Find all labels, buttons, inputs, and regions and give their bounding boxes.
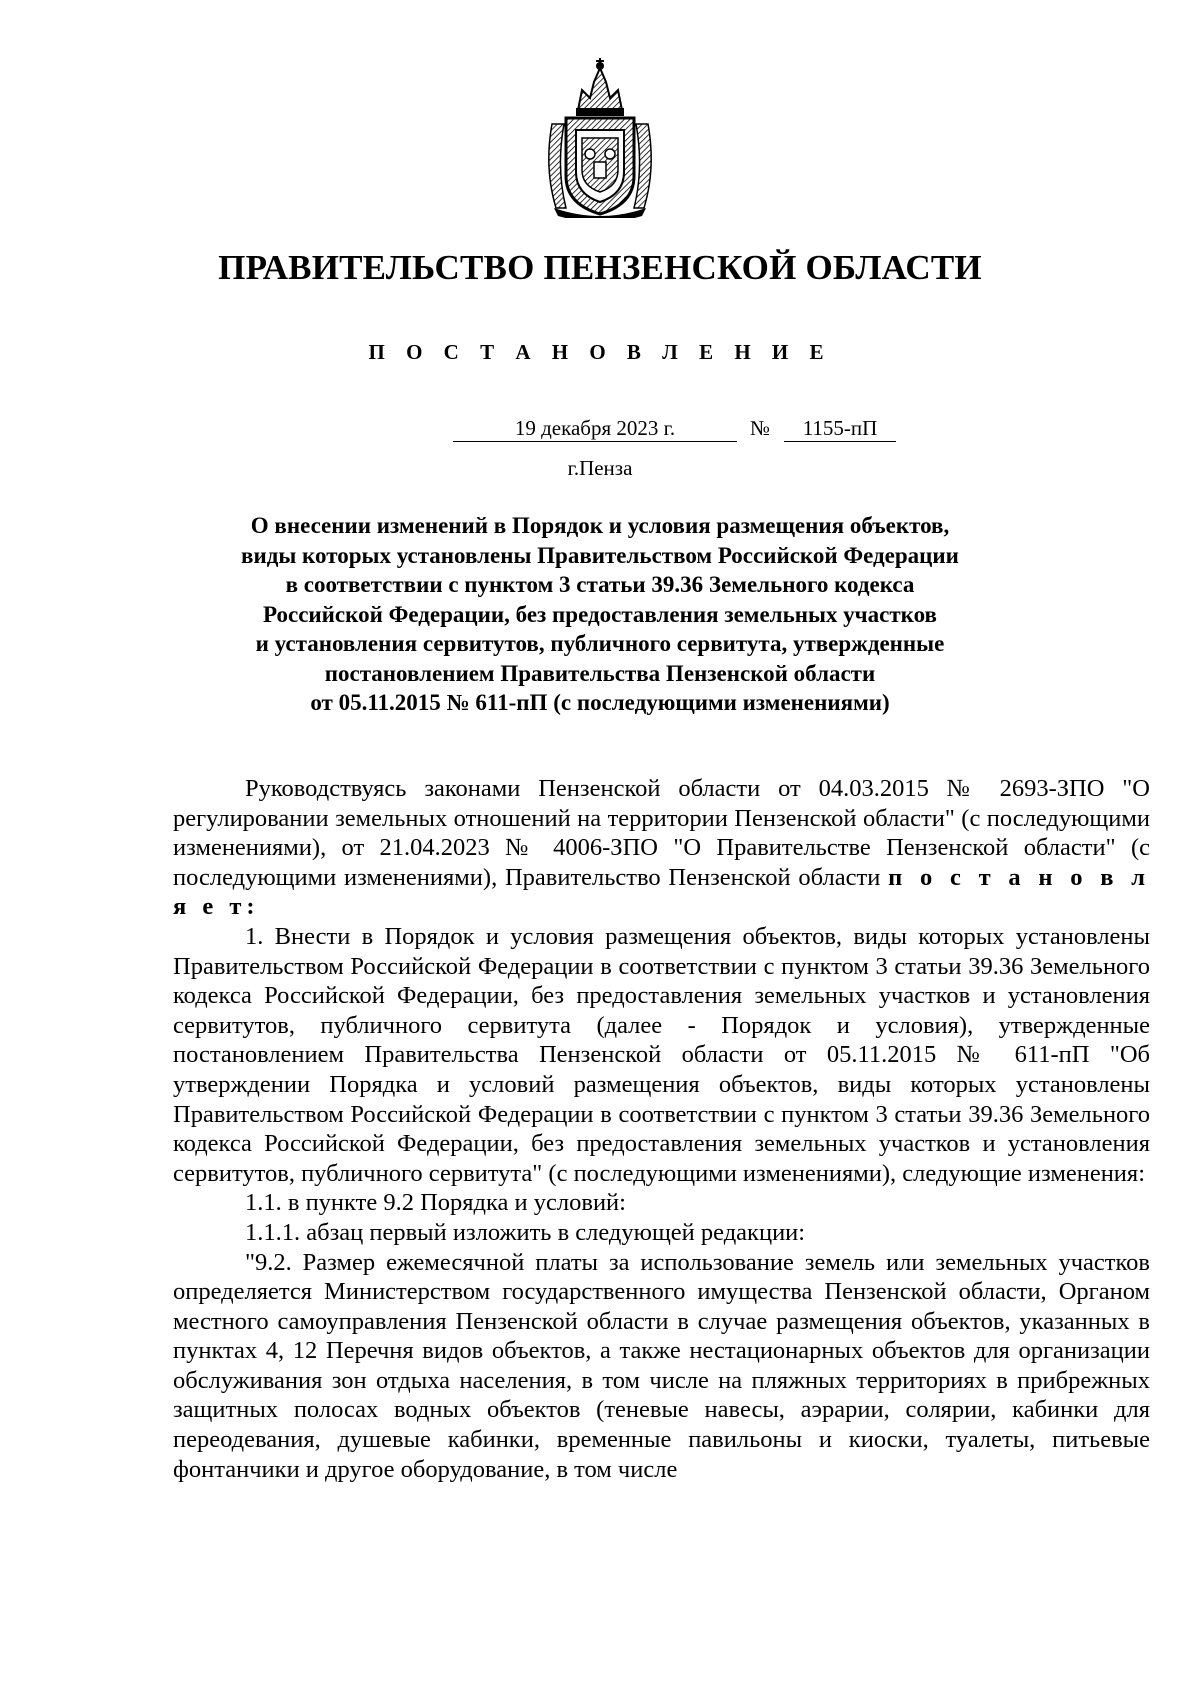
heading-line: в соответствии с пунктом 3 статьи 39.36 Земельного кодекса: [285, 572, 915, 597]
paragraph-9-2: "9.2. Размер ежемесячной платы за использование земель или земельных участков определяется Министерством государственного имущества Пензенской области, Органом местного самоуправления Пензенской области в случае размещения объектов, указанных в пунктах 4, 12 Перечня видов объектов, а также нестационарных объектов для организации обслуживания зон отдыха населения, в том числе на пляжных территориях в прибрежных защитных полосах водных объектов (теневые навесы, аэрарии, солярии, кабинки для переодевания, душевые кабинки, временные павильоны и киоски, туалеты, питьевые фонтанчики и другое оборудование, в том числе: [173, 1248, 1150, 1483]
preamble-text: Руководствуясь законами Пензенской области от 04.03.2015 № 2693-ЗПО "О регулировании земельных отношений на территории Пензенской области" (с последующими изменениями), от 21.04.2023 № 4006-ЗПО "О Правительстве Пензенской области" (с последующими изменениями), Правительство Пензенской области: [173, 775, 1150, 891]
paragraph-1: 1. Внести в Порядок и условия размещения объектов, виды которых установлены Правительством Российской Федерации в соответствии с пунктом 3 статьи 39.36 Земельного кодекса Российской Федерации, без предоставления земельных участков и установления сервитутов, публичного сервитута (далее - Порядок и условия), утвержденные постановлением Правительства Пензенской области от 05.11.2015 № 611-пП "Об утверждении Порядка и условий размещения объектов, виды которых установлены Правительством Российской Федерации в соответствии с пунктом 3 статьи 39.36 Земельного кодекса Российской Федерации, без предоставления земельных участков и установления сервитутов, публичного сервитута" (с последующими изменениями), следующие изменения:: [173, 922, 1150, 1187]
heading-line: постановлением Правительства Пензенской области: [324, 660, 876, 686]
document-type: П О С Т А Н О В Л Е Н И Е: [368, 340, 832, 364]
heading-line: виды которых установлены Правительством Российской Федерации: [241, 542, 959, 568]
paragraph-1-1-1: 1.1.1. абзац первый изложить в следующей редакции:: [245, 1218, 806, 1246]
heading-line: и установления сервитутов, публичного сервитута, утвержденные: [255, 631, 945, 656]
number-sign: №: [750, 416, 771, 440]
coat-of-arms-emblem: [538, 58, 662, 218]
document-number: 1155-пП: [784, 416, 896, 442]
date-number-row: [0, 416, 1200, 444]
heading-line: от 05.11.2015 № 611-пП (с последующими изменениями): [310, 690, 890, 715]
organization-title: ПРАВИТЕЛЬСТВО ПЕНЗЕНСКОЙ ОБЛАСТИ: [218, 248, 982, 287]
heading-line: О внесении изменений в Порядок и условия размещения объектов,: [250, 513, 950, 538]
paragraph-1-1: 1.1. в пункте 9.2 Порядка и условий:: [245, 1189, 626, 1217]
document-city: г.Пенза: [567, 456, 633, 480]
document-body: [173, 774, 1150, 1484]
preamble-paragraph: [173, 774, 1150, 922]
document-date: 19 декабря 2023 г.: [453, 416, 737, 442]
heading-line: Российской Федерации, без предоставления земельных участков: [263, 601, 937, 627]
decree-word: п о с т а н о в л я е т:: [173, 863, 1151, 921]
document-heading: [150, 511, 1050, 718]
